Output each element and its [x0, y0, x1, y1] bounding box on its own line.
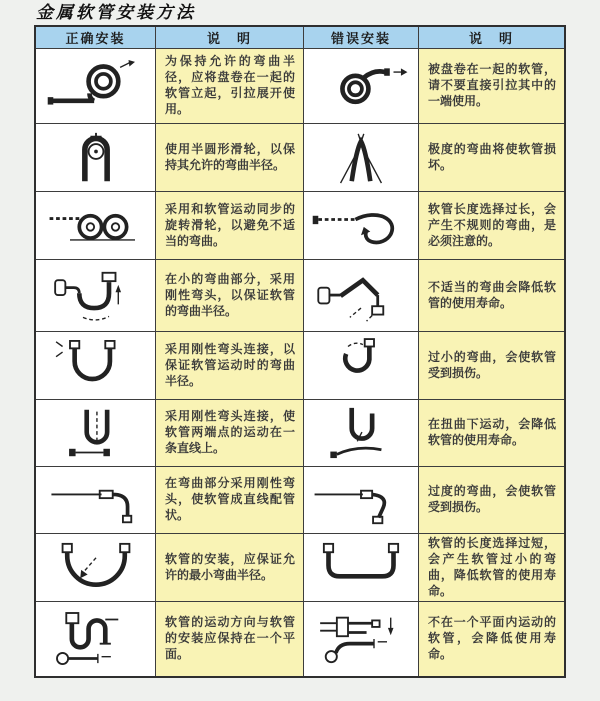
- wrong-desc-cell: 不在一个平面内运动的软管，会降低使用寿命。: [419, 602, 564, 676]
- over-long-hose-irregular-loop-icon: [309, 197, 413, 255]
- wrong-example-cell: [304, 124, 419, 192]
- improper-sharp-kink-between-fittings-icon: [309, 267, 413, 325]
- wrong-example-cell: [304, 332, 419, 400]
- wide-u-minimum-bend-radius-icon: [44, 539, 148, 597]
- excessive-bend-at-pipe-end-icon: [309, 471, 413, 529]
- hose-motion-in-same-plane-trap-icon: [44, 610, 148, 668]
- wrong-desc-cell: 极度的弯曲将使软管损坏。: [419, 124, 564, 192]
- u-hose-ends-moving-in-straight-line-icon: [44, 404, 148, 462]
- u-hose-with-rigid-elbow-connections-icon: [44, 337, 148, 395]
- wrong-example-cell: [304, 534, 419, 602]
- wrong-desc-cell: 过小的弯曲，会使软管受到损伤。: [419, 332, 564, 400]
- correct-desc-cell: 软管的安装，应保证允许的最小弯曲半径。: [156, 534, 304, 602]
- header-correct-installation: 正确安装: [36, 27, 156, 49]
- too-short-hose-flat-bottom-bend-icon: [309, 539, 413, 597]
- header-wrong-description: 说 明: [419, 27, 564, 49]
- wrong-example-cell: [304, 49, 419, 124]
- coiled-hose-stood-up-and-unrolled-icon: [44, 57, 148, 115]
- wrong-example-cell: [304, 602, 419, 676]
- correct-example-cell: [36, 602, 156, 676]
- wrong-desc-cell: 在扭曲下运动，会降低软管的使用寿命。: [419, 400, 564, 467]
- correct-desc-cell: 使用半圆形滑轮，以保持其允许的弯曲半径。: [156, 124, 304, 192]
- coiled-hose-pulled-from-one-end-icon: [309, 57, 413, 115]
- wrong-desc-cell: 过度的弯曲，会使软管受到损伤。: [419, 467, 564, 534]
- installation-table: [34, 25, 566, 678]
- wrong-example-cell: [304, 400, 419, 467]
- correct-example-cell: [36, 332, 156, 400]
- hose-motion-in-different-planes-icon: [309, 610, 413, 668]
- correct-example-cell: [36, 260, 156, 332]
- correct-desc-cell: 软管的运动方向与软管的安装应保持在一个平面。: [156, 602, 304, 676]
- rigid-elbow-at-small-bend-icon: [44, 267, 148, 325]
- correct-example-cell: [36, 467, 156, 534]
- correct-desc-cell: 采用和软管运动同步的旋转滑轮，以避免不适当的弯曲。: [156, 192, 304, 260]
- synchronized-rotating-pulleys-icon: [44, 197, 148, 255]
- wrong-example-cell: [304, 192, 419, 260]
- correct-example-cell: [36, 49, 156, 124]
- correct-desc-cell: 采用刚性弯头连接，使软管两端点的运动在一条直线上。: [156, 400, 304, 467]
- straight-piping-with-rigid-elbow-icon: [44, 471, 148, 529]
- correct-example-cell: [36, 192, 156, 260]
- wrong-desc-cell: 不适当的弯曲会降低软管的使用寿命。: [419, 260, 564, 332]
- correct-desc-cell: 在弯曲部分采用刚性弯头，使软管成直线配管状。: [156, 467, 304, 534]
- correct-example-cell: [36, 534, 156, 602]
- wrong-desc-cell: 软管长度选择过长，会产生不规则的弯曲，是必须注意的。: [419, 192, 564, 260]
- u-hose-moving-under-twist-icon: [309, 404, 413, 462]
- wrong-example-cell: [304, 467, 419, 534]
- too-small-bend-hook-icon: [309, 337, 413, 395]
- wrong-desc-cell: 软管的长度选择过短，会产生软管过小的弯曲，降低软管的使用寿命。: [419, 534, 564, 602]
- correct-desc-cell: 为保持允许的弯曲半径，应将盘卷在一起的软管立起，引拉展开使用。: [156, 49, 304, 124]
- wrong-example-cell: [304, 260, 419, 332]
- correct-desc-cell: 在小的弯曲部分，采用刚性弯头，以保证软管的弯曲半径。: [156, 260, 304, 332]
- hose-over-semicircular-pulley-icon: [44, 129, 148, 187]
- correct-desc-cell: 采用刚性弯头连接，以保证软管运动时的弯曲半径。: [156, 332, 304, 400]
- wrong-desc-cell: 被盘卷在一起的软管，请不要直接引拉其中的一端使用。: [419, 49, 564, 124]
- header-correct-description: 说 明: [156, 27, 304, 49]
- header-wrong-installation: 错误安装: [304, 27, 419, 49]
- page-title: 金属软管安装方法: [36, 3, 196, 23]
- hose-extreme-sharp-bend-icon: [309, 129, 413, 187]
- correct-example-cell: [36, 124, 156, 192]
- correct-example-cell: [36, 400, 156, 467]
